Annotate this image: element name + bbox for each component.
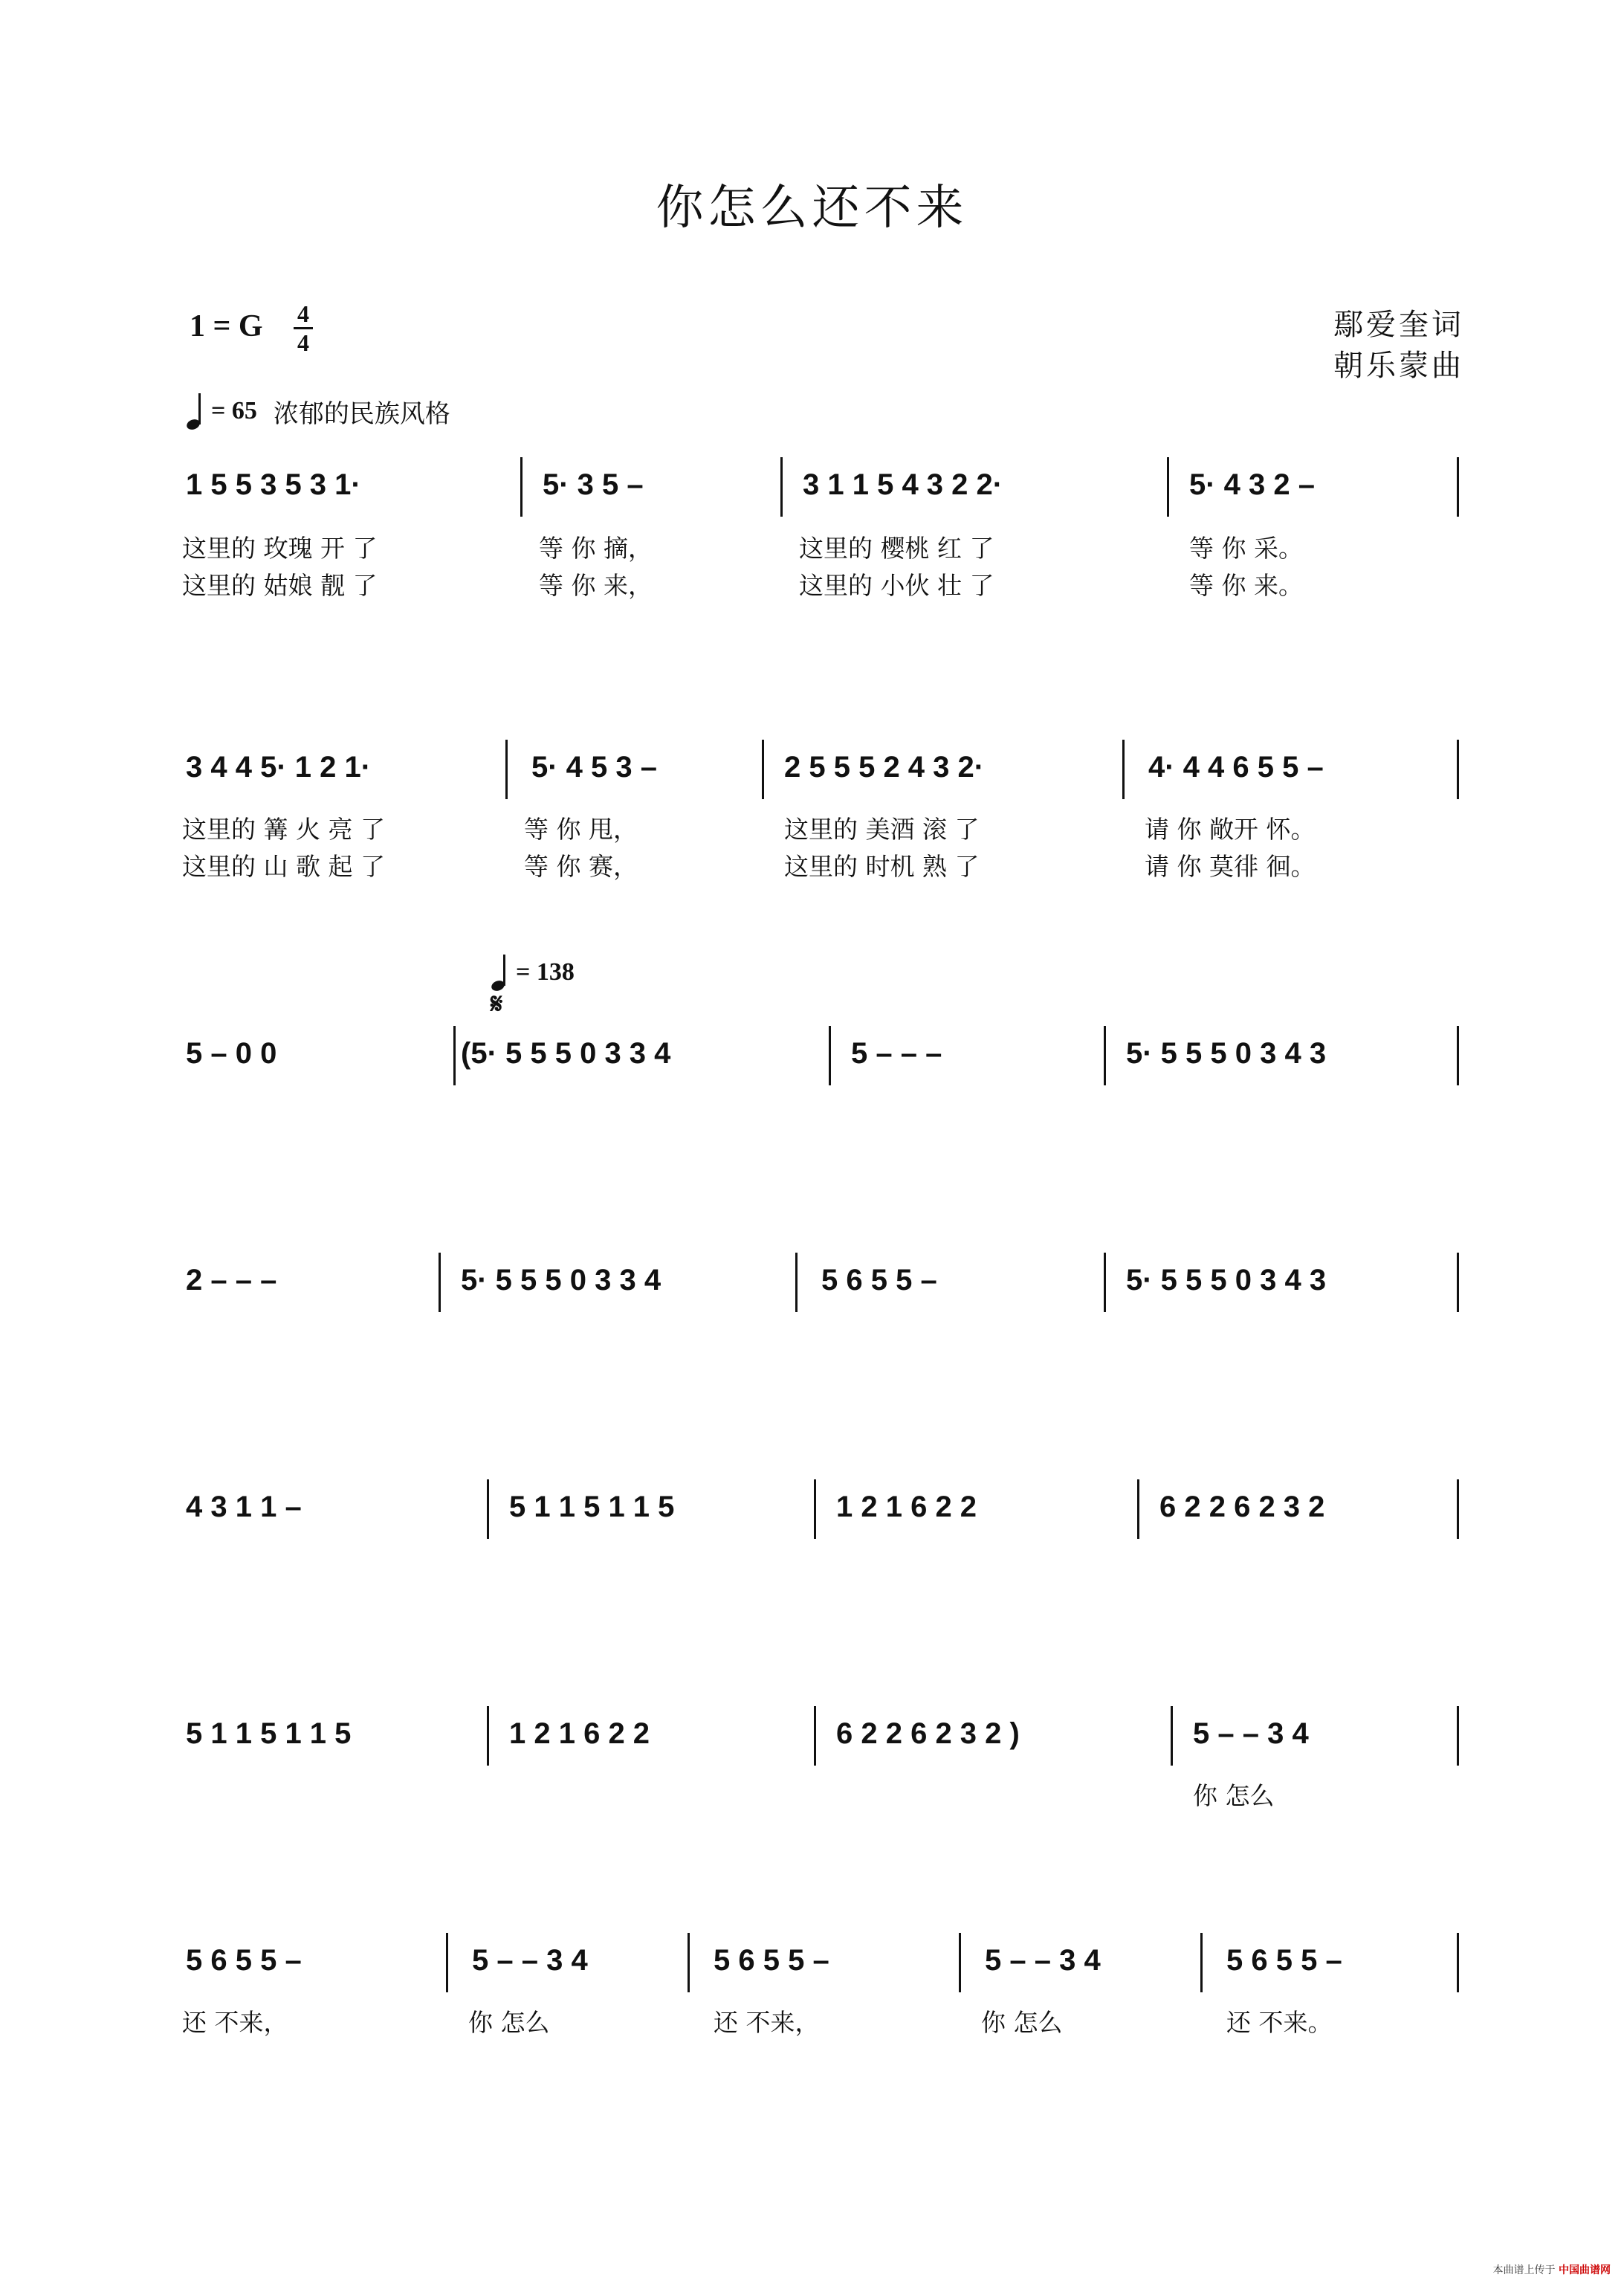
score-line-3	[178, 1037, 1472, 1082]
barline	[688, 1933, 690, 1992]
tempo-marking-2	[491, 952, 575, 993]
score-line-7	[178, 1944, 1472, 1989]
measure: 5· 3 5 –	[543, 468, 644, 501]
measure: 5 6 5 5 –	[186, 1944, 302, 1977]
measure: 1 5 5 3 5 3 1·	[186, 468, 361, 501]
measure: 6 2 2 6 2 3 2	[1159, 1491, 1325, 1523]
lyric: 你 怎么	[981, 2008, 1063, 2037]
segno-icon: 𝄋	[491, 987, 503, 1020]
footer-text: 本曲谱上传于	[1492, 2264, 1556, 2276]
measure: 1 2 1 6 2 2	[509, 1717, 650, 1750]
tempo-marking-1	[186, 390, 450, 432]
tempo-style: 浓郁的民族风格	[273, 398, 450, 429]
lyric: 你 怎么	[1193, 1781, 1275, 1810]
barline	[453, 1026, 456, 1085]
measure: 6 2 2 6 2 3 2 )	[836, 1717, 1020, 1750]
measure: 1 2 1 6 2 2	[836, 1491, 977, 1523]
barline	[1200, 1933, 1203, 1992]
barline	[1457, 740, 1459, 799]
time-numerator: 4	[297, 300, 309, 327]
barline	[1457, 1253, 1459, 1312]
measure: 5 – – 3 4	[985, 1944, 1101, 1977]
score-line-6	[178, 1717, 1472, 1762]
lyric: 这里的 小伙 壮 了	[799, 571, 994, 600]
measure: 5 – – 3 4	[472, 1944, 588, 1977]
barline	[1167, 457, 1169, 517]
score-line-2	[178, 751, 1472, 795]
measure: 5 – – 3 4	[1193, 1717, 1309, 1750]
barline	[1457, 1933, 1459, 1992]
barline	[446, 1933, 448, 1992]
measure: 5· 5 5 5 0 3 3 4	[461, 1264, 661, 1297]
barline	[780, 457, 783, 517]
lyric: 等 你 摘，	[539, 534, 653, 563]
measure: 5· 5 5 5 0 3 4 3	[1126, 1264, 1327, 1297]
barline	[1457, 1026, 1459, 1085]
score-line-4	[178, 1264, 1472, 1308]
measure: 5 6 5 5 –	[714, 1944, 829, 1977]
footer-brand: 中国曲谱网	[1559, 2264, 1611, 2276]
barline	[829, 1026, 831, 1085]
tempo-value-2: = 138	[516, 958, 575, 986]
time-denominator: 4	[297, 329, 309, 356]
measure: 5 1 1 5 1 1 5	[509, 1491, 675, 1523]
barline	[959, 1933, 961, 1992]
lyric: 等 你 赛，	[524, 852, 638, 881]
measure: (5· 5 5 5 0 3 3 4	[461, 1037, 671, 1070]
lyric: 这里的 时机 熟 了	[784, 852, 980, 881]
lyric: 还 不来。	[1226, 2008, 1333, 2037]
measure: 3 1 1 5 4 3 2 2·	[803, 468, 1003, 501]
measure: 2 – – –	[186, 1264, 277, 1297]
barline	[487, 1479, 489, 1539]
barline	[762, 740, 764, 799]
barline	[1171, 1706, 1173, 1766]
barline	[505, 740, 508, 799]
measure: 4· 4 4 6 5 5 –	[1148, 751, 1324, 784]
barline	[814, 1706, 816, 1766]
quarter-note-icon	[186, 390, 205, 432]
measure: 5 1 1 5 1 1 5	[186, 1717, 352, 1750]
key-signature: 1 = G	[190, 309, 263, 343]
measure: 5· 4 3 2 –	[1189, 468, 1316, 501]
lyricist-credit: 鄢爱奎词	[1333, 308, 1464, 342]
footer-watermark	[1493, 2262, 1611, 2277]
barline	[1122, 740, 1125, 799]
lyric: 还 不来，	[182, 2008, 288, 2037]
measure: 5· 5 5 5 0 3 4 3	[1126, 1037, 1327, 1070]
measure: 3 4 4 5· 1 2 1·	[186, 751, 372, 784]
measure: 2 5 5 5 2 4 3 2·	[784, 751, 985, 784]
lyric: 请 你 敞开 怀。	[1145, 815, 1316, 844]
barline	[439, 1253, 441, 1312]
measure: 5 6 5 5 –	[821, 1264, 937, 1297]
lyric: 这里的 美酒 滚 了	[784, 815, 980, 844]
lyric: 等 你 来，	[539, 571, 653, 600]
barline	[1457, 1479, 1459, 1539]
barline	[1104, 1026, 1106, 1085]
lyric: 这里的 樱桃 红 了	[799, 534, 994, 563]
score-line-5	[178, 1491, 1472, 1535]
barline	[1104, 1253, 1106, 1312]
barline	[814, 1479, 816, 1539]
lyric: 这里的 山 歌 起 了	[182, 852, 385, 881]
lyric: 你 怎么	[468, 2008, 550, 2037]
barline	[1457, 1706, 1459, 1766]
barline	[1137, 1479, 1139, 1539]
barline	[487, 1706, 489, 1766]
measure: 5 – 0 0	[186, 1037, 277, 1070]
barline	[520, 457, 523, 517]
composer-credit: 朝乐蒙曲	[1333, 349, 1464, 383]
barline	[795, 1253, 798, 1312]
measure: 4 3 1 1 –	[186, 1491, 302, 1523]
page-title: 你怎么还不来	[656, 181, 968, 236]
lyric: 这里的 玫瑰 开 了	[182, 534, 378, 563]
barline	[1457, 457, 1459, 517]
tempo-value-1: = 65	[211, 397, 257, 424]
lyric: 请 你 莫徘 徊。	[1145, 852, 1316, 881]
measure: 5· 4 5 3 –	[531, 751, 658, 784]
lyric: 等 你 采。	[1189, 534, 1303, 563]
lyric: 等 你 来。	[1189, 571, 1303, 600]
score-line-1	[178, 468, 1472, 513]
lyric: 还 不来，	[714, 2008, 820, 2037]
measure: 5 6 5 5 –	[1226, 1944, 1342, 1977]
lyric: 等 你 甩，	[524, 815, 638, 844]
measure: 5 – – –	[851, 1037, 942, 1070]
time-signature	[294, 301, 313, 355]
lyric: 这里的 姑娘 靓 了	[182, 571, 378, 600]
lyric: 这里的 篝 火 亮 了	[182, 815, 385, 844]
